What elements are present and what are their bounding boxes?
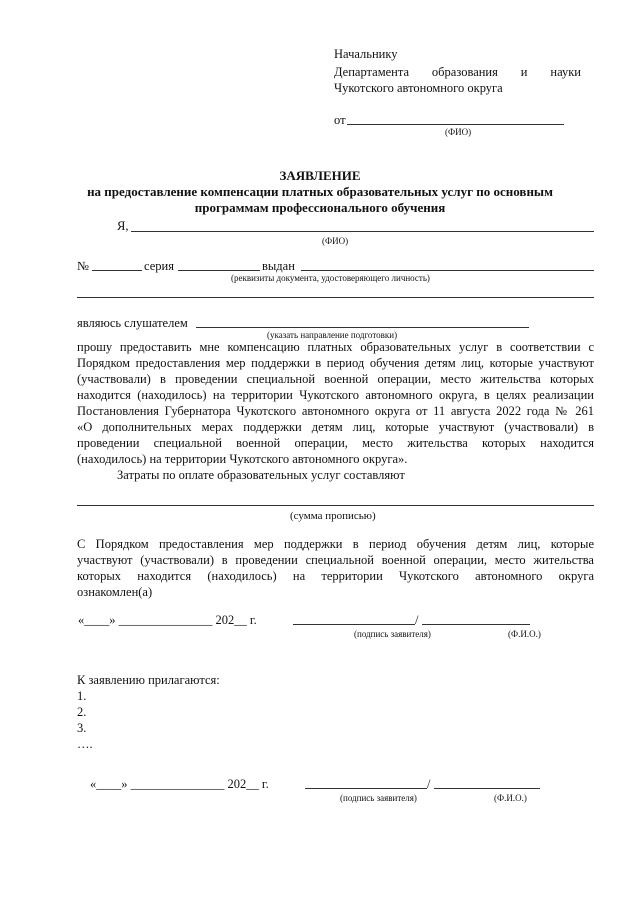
name-caption-2: (Ф.И.О.) — [494, 793, 527, 803]
issued-label: выдан — [262, 259, 295, 273]
from-fio-caption: (ФИО) — [445, 127, 472, 137]
attachment-item-2: 2. — [77, 705, 87, 719]
request-line-3: (участвовали) в проведении специальной военной операции, место жительства которых — [77, 372, 594, 386]
sum-line — [77, 505, 594, 506]
document-subtitle-2: программам профессионального обучения — [194, 200, 446, 215]
number-label: № — [77, 259, 89, 273]
request-line-6: «О дополнительных мерах поддержки детям лиц, которые участвуют (участвовали) в — [77, 420, 594, 434]
series-label: серия — [144, 259, 174, 273]
series-line — [178, 270, 260, 271]
addressee-line-2: Департамента образования и науки — [334, 65, 581, 79]
addressee-line-3: Чукотского автономного округа — [334, 81, 503, 95]
number-line — [92, 270, 142, 271]
date-field-2: «____» _______________ 202__ г. — [90, 777, 269, 791]
slash-1: / — [415, 613, 419, 627]
costs-text: Затраты по оплате образовательных услуг составляют — [117, 468, 405, 482]
from-name-line — [347, 124, 564, 125]
listener-label: являюсь слушателем — [77, 316, 188, 330]
addressee-line-1: Начальнику — [334, 47, 398, 61]
request-line-2: Порядком предоставления мер поддержки в период обучения детям лиц, которые участвуют — [77, 356, 594, 370]
request-line-7: проведении специальной военной операции, место жительства которых находится — [77, 436, 594, 450]
direction-line — [196, 327, 529, 328]
direction-caption: (указать направление подготовки) — [267, 330, 398, 340]
attachment-item-3: 3. — [77, 721, 87, 735]
document-title: ЗАЯВЛЕНИЕ — [279, 168, 361, 183]
date-field-1: «____» _______________ 202__ г. — [78, 613, 257, 627]
ack-line-1: С Порядком предоставления мер поддержки в период обучения детям лиц, которые — [77, 537, 594, 551]
from-label: от — [334, 113, 346, 127]
ya-label: Я, — [117, 219, 129, 233]
request-line-5: Постановления Губернатора Чукотского автономного округа от 11 августа 2022 года № 261 — [77, 404, 594, 418]
document-caption: (реквизиты документа, удостоверяющего личность) — [231, 273, 430, 283]
name-line-2 — [434, 788, 540, 789]
name-line-1 — [422, 624, 530, 625]
attachment-item-1: 1. — [77, 689, 87, 703]
request-line-4: находится (находилось) на территории Чукотского автономного округа, в целях реализации — [77, 388, 594, 402]
document-subtitle-1: на предоставление компенсации платных образовательных услуг по основным — [87, 184, 553, 199]
attachment-item-more: …. — [77, 737, 93, 751]
signature-line-1 — [293, 624, 415, 625]
ack-line-3: которых находится (находилось) на территории Чукотского автономного округа — [77, 569, 594, 583]
signature-caption-2: (подпись заявителя) — [340, 793, 417, 803]
name-caption-1: (Ф.И.О.) — [508, 629, 541, 639]
request-line-8: (находилось) на территории Чукотского автономного округа». — [77, 452, 408, 466]
applicant-name-line — [131, 231, 594, 232]
slash-2: / — [427, 777, 431, 791]
issued-line — [301, 270, 594, 271]
ack-line-2: участвуют (участвовали) в проведении специальной военной операции, место жительства — [77, 553, 594, 567]
document-continuation-line — [77, 297, 594, 298]
ack-line-4: ознакомлен(а) — [77, 585, 153, 599]
signature-caption-1: (подпись заявителя) — [354, 629, 431, 639]
attachments-label: К заявлению прилагаются: — [77, 673, 220, 687]
signature-line-2 — [305, 788, 427, 789]
sum-caption: (сумма прописью) — [290, 510, 376, 522]
applicant-fio-caption: (ФИО) — [322, 236, 349, 246]
request-line-1: прошу предоставить мне компенсацию платных образовательных услуг в соответствии с — [77, 340, 594, 354]
